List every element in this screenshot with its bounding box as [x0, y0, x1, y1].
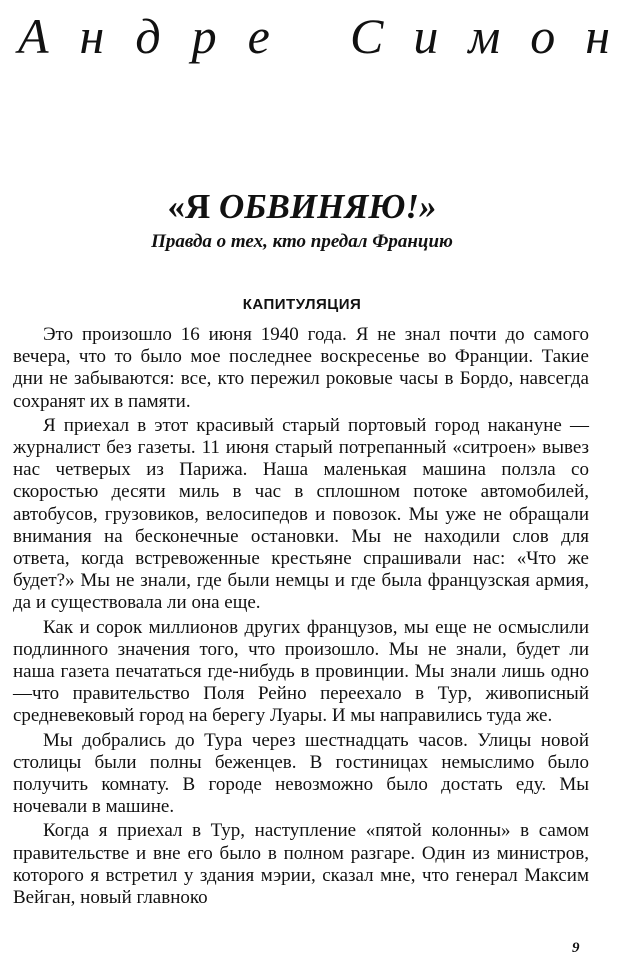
- chapter-subtitle: Правда о тех, кто предал Францию: [151, 231, 453, 252]
- paragraph: Я приехал в этот красивый старый портовый город накануне — журналист без газеты. 11 июня старый потрепанный «ситроен» вывез нас четверых из Парижа. Наша маленькая машина ползла со скоростью десяти миль в час в сплошном потоке автомобилей, автобусов, грузовиков, велосипедов и повозок. Мы уже не обращали внимания на бесконечные остановки. Мы не находили слов для ответа, когда встревоженные крестьяне спрашивали нас: «Что же будет?» Мы не знали, где были немцы и где была французская армия, да и существовала ли она еще.: [13, 414, 589, 614]
- chapter-title: [0, 183, 604, 231]
- paragraph: Когда я приехал в Тур, наступление «пятой колонны» в самом правительстве и вне его было в полном разгаре. Один из министров, которого я встретил у здания мэрии, сказал мне, что генерал Максим Вейган, новый главноко: [13, 820, 589, 909]
- paragraph: Как и сорок миллионов других французов, мы еще не осмыслили подлинного значения того, что произошло. Мы не знали, будет ли наша газета печататься где-нибудь в провинции. Мы знали лишь одно—что правительство Поля Рейно переехало в Тур, живописный средневековый город на берегу Луары. И мы направились туда же.: [13, 616, 589, 727]
- chapter-title-first-letter: Я: [184, 187, 211, 226]
- chapter-title-open-quote: «: [167, 187, 185, 226]
- page-number: 9: [572, 940, 580, 956]
- section-heading: КАПИТУЛЯЦИЯ: [242, 296, 362, 313]
- author-first-name: Андре: [18, 8, 301, 64]
- author-last-name: Симон: [350, 8, 640, 64]
- running-header-author: [18, 6, 640, 66]
- chapter-title-rest: ОБВИНЯЮ!»: [210, 187, 437, 226]
- paragraph: Это произошло 16 июня 1940 года. Я не знал почти до самого вечера, что то было мое последнее воскресенье во Франции. Такие дни не забываются: все, кто пережил роковые часы в Бордо, навсегда сохранят их в памяти.: [13, 324, 589, 412]
- body-text: [13, 324, 589, 911]
- paragraph: Мы добрались до Тура через шестнадцать часов. Улицы новой столицы были полны беженцев. В гостиницах немыслимо было получить комнату. В городе невозможно было достать еду. Мы ночевали в машине.: [13, 729, 589, 818]
